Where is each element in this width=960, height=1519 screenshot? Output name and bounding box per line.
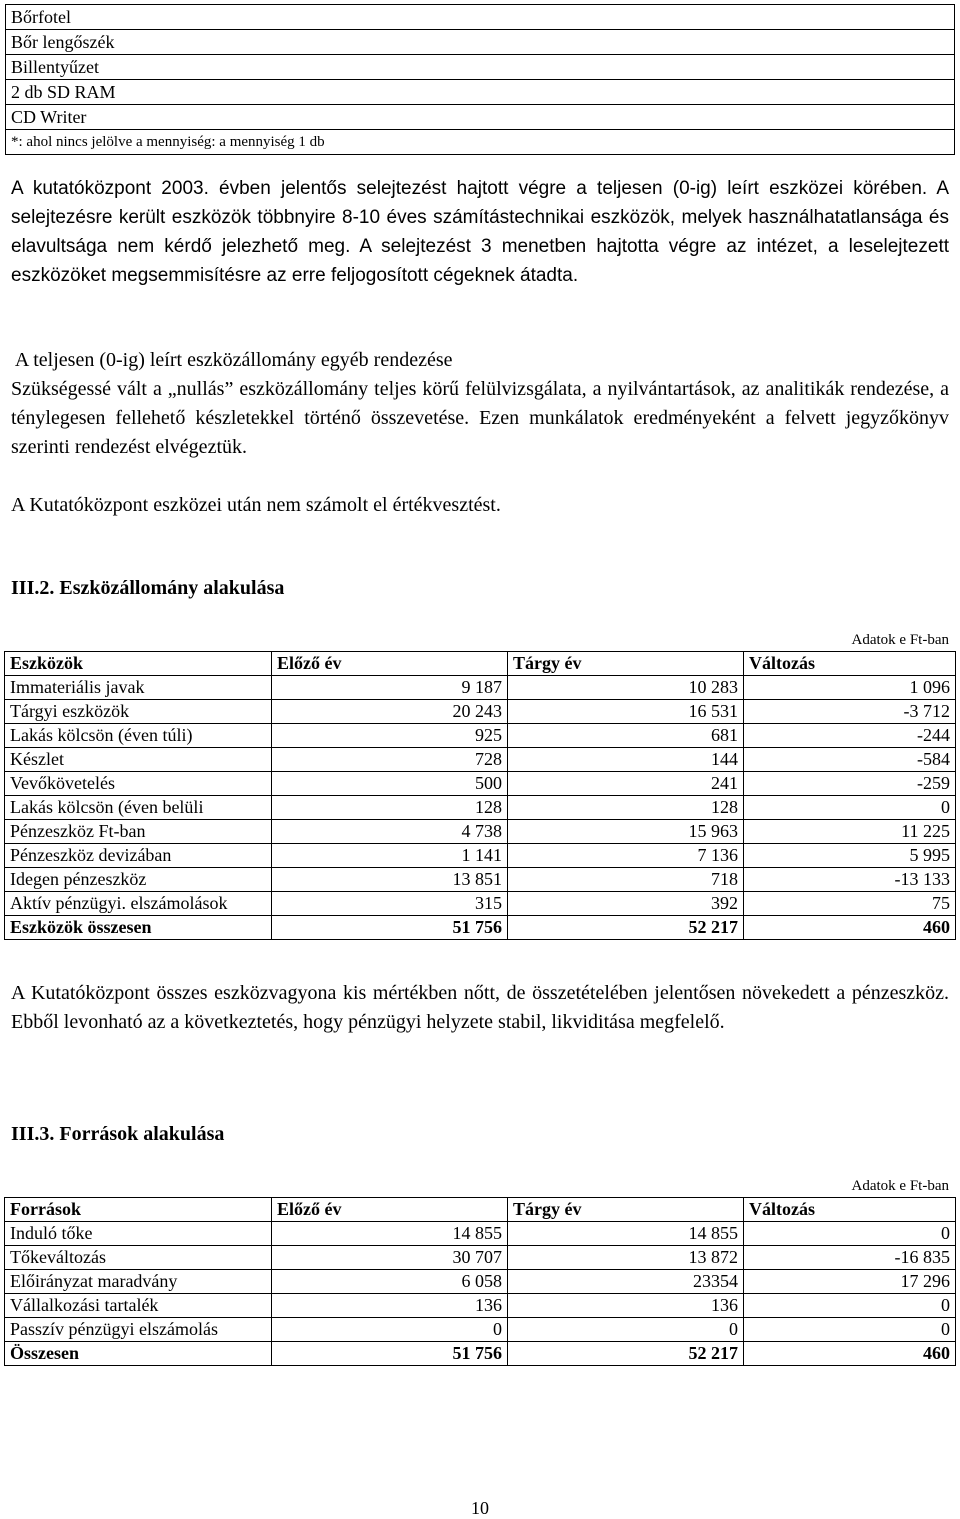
unit-note-sources: Adatok e Ft-ban (851, 1178, 949, 1194)
cell-prior-year: 13 851 (272, 868, 508, 892)
cell-change: -259 (744, 772, 956, 796)
paragraph-disposal: A kutatóközpont 2003. évben jelentős selejtezést hajtott végre a teljesen (0-ig) leírt eszközei körében. A selejtezésre került eszközök többnyire 8-10 éves számítástechnikai eszközök, melyek használhatatlansága és elavultsága nem kérdő jelezhető meg. A selejtezést 3 menetben hajtotta végre az intézet, a leselejtezett eszközöket megsemmisítésre az erre feljogosított cégeknek átadta. (11, 178, 949, 286)
table-row (5, 748, 956, 772)
cell-change: 75 (744, 892, 956, 916)
column-header: Előző év (272, 1198, 508, 1222)
cell-current-year: 128 (508, 796, 744, 820)
table-row (5, 1294, 956, 1318)
table-header-row (5, 1198, 956, 1222)
column-header: Tárgy év (508, 652, 744, 676)
row-label: Tőkeváltozás (5, 1246, 272, 1270)
cell-prior-year: 51 756 (272, 1342, 508, 1366)
cell-prior-year: 500 (272, 772, 508, 796)
cell-prior-year: 30 707 (272, 1246, 508, 1270)
cell-current-year: 681 (508, 724, 744, 748)
cell-current-year: 10 283 (508, 676, 744, 700)
cell-current-year: 7 136 (508, 844, 744, 868)
cell-current-year: 14 855 (508, 1222, 744, 1246)
table-row (5, 676, 956, 700)
row-label: Vevőkövetelés (5, 772, 272, 796)
cell-change: 11 225 (744, 820, 956, 844)
list-item (6, 5, 955, 30)
cell-current-year: 16 531 (508, 700, 744, 724)
cell-change: 0 (744, 1318, 956, 1342)
table-total-row (5, 916, 956, 940)
table-row (5, 772, 956, 796)
cell-prior-year: 925 (272, 724, 508, 748)
column-header: Tárgy év (508, 1198, 744, 1222)
list-item (6, 55, 955, 80)
cell-change: 1 096 (744, 676, 956, 700)
column-header: Változás (744, 1198, 956, 1222)
unit-note-assets: Adatok e Ft-ban (851, 632, 949, 648)
row-label: Lakás kölcsön (éven belüli (5, 796, 272, 820)
cell-prior-year: 9 187 (272, 676, 508, 700)
cell-change: -13 133 (744, 868, 956, 892)
cell-change: 460 (744, 1342, 956, 1366)
paragraph-no-impairment: A Kutatóközpont eszközei után nem számolt el értékvesztést. (11, 494, 501, 516)
row-label: Vállalkozási tartalék (5, 1294, 272, 1318)
subheading-zero-assets: A teljesen (0-ig) leírt eszközállomány egyéb rendezése (11, 349, 453, 371)
cell-current-year: 392 (508, 892, 744, 916)
row-label: Pénzeszköz devizában (5, 844, 272, 868)
table-row (5, 796, 956, 820)
cell-prior-year: 128 (272, 796, 508, 820)
table-row (5, 700, 956, 724)
cell-prior-year: 6 058 (272, 1270, 508, 1294)
page-number: 10 (471, 1498, 489, 1518)
table-row (5, 844, 956, 868)
list-item-text: 2 db SD RAM (6, 80, 955, 105)
cell-prior-year: 20 243 (272, 700, 508, 724)
table-total-row (5, 1342, 956, 1366)
column-header: Eszközök (5, 652, 272, 676)
list-item (6, 105, 955, 130)
row-label: Összesen (5, 1342, 272, 1366)
row-label: Előirányzat maradvány (5, 1270, 272, 1294)
column-header: Változás (744, 652, 956, 676)
cell-prior-year: 14 855 (272, 1222, 508, 1246)
cell-change: 5 995 (744, 844, 956, 868)
cell-change: -3 712 (744, 700, 956, 724)
list-item (6, 80, 955, 105)
row-label: Tárgyi eszközök (5, 700, 272, 724)
row-label: Induló tőke (5, 1222, 272, 1246)
table-header-row (5, 652, 956, 676)
table-row (5, 820, 956, 844)
cell-prior-year: 51 756 (272, 916, 508, 940)
paragraph-review: Szükségessé vált a „nullás” eszközállomány teljes körű felülvizsgálata, a nyilvántartások, az analitikák rendezése, a ténylegesen fellehető készletekkel történő összevetése. Ezen munkálatok eredményeként a felvett jegyzőkönyv szerinti rendezést elvégeztük. (11, 378, 949, 458)
equipment-list (5, 4, 955, 155)
cell-current-year: 136 (508, 1294, 744, 1318)
list-item-text: CD Writer (6, 105, 955, 130)
list-item-text: Bőr lengőszék (6, 30, 955, 55)
table-row (5, 1270, 956, 1294)
cell-change: 0 (744, 1294, 956, 1318)
row-label: Passzív pénzügyi elszámolás (5, 1318, 272, 1342)
row-label: Lakás kölcsön (éven túli) (5, 724, 272, 748)
cell-change: -16 835 (744, 1246, 956, 1270)
cell-change: 17 296 (744, 1270, 956, 1294)
cell-change: -244 (744, 724, 956, 748)
row-label: Készlet (5, 748, 272, 772)
table-row (5, 1222, 956, 1246)
table-row (5, 868, 956, 892)
list-note-row (6, 130, 955, 155)
row-label: Aktív pénzügyi. elszámolások (5, 892, 272, 916)
list-item-text: Bőrfotel (6, 5, 955, 30)
list-item-text: Billentyűzet (6, 55, 955, 80)
cell-prior-year: 728 (272, 748, 508, 772)
row-label: Immateriális javak (5, 676, 272, 700)
cell-change: -584 (744, 748, 956, 772)
list-item (6, 30, 955, 55)
cell-current-year: 144 (508, 748, 744, 772)
column-header: Források (5, 1198, 272, 1222)
cell-change: 0 (744, 796, 956, 820)
paragraph-assets-summary: A Kutatóközpont összes eszközvagyona kis mértékben nőtt, de összetételében jelentősen növekedett a pénzeszköz. Ebből levonható az a következtetés, hogy pénzügyi helyzete stabil, likviditása megfelelő. (11, 982, 949, 1033)
quantity-note: *: ahol nincs jelölve a mennyiség: a mennyiség 1 db (6, 130, 955, 155)
cell-current-year: 52 217 (508, 916, 744, 940)
cell-current-year: 52 217 (508, 1342, 744, 1366)
assets-table (4, 651, 956, 940)
table-row (5, 1318, 956, 1342)
cell-current-year: 13 872 (508, 1246, 744, 1270)
cell-current-year: 718 (508, 868, 744, 892)
section-heading-sources: III.3. Források alakulása (11, 1123, 225, 1145)
column-header: Előző év (272, 652, 508, 676)
sources-table (4, 1197, 956, 1366)
cell-current-year: 241 (508, 772, 744, 796)
row-label: Idegen pénzeszköz (5, 868, 272, 892)
row-label: Eszközök összesen (5, 916, 272, 940)
cell-prior-year: 1 141 (272, 844, 508, 868)
cell-change: 0 (744, 1222, 956, 1246)
cell-change: 460 (744, 916, 956, 940)
table-row (5, 1246, 956, 1270)
cell-current-year: 0 (508, 1318, 744, 1342)
table-row (5, 892, 956, 916)
section-heading-assets: III.2. Eszközállomány alakulása (11, 577, 285, 599)
cell-prior-year: 0 (272, 1318, 508, 1342)
table-row (5, 724, 956, 748)
cell-prior-year: 315 (272, 892, 508, 916)
cell-current-year: 15 963 (508, 820, 744, 844)
cell-prior-year: 4 738 (272, 820, 508, 844)
row-label: Pénzeszköz Ft-ban (5, 820, 272, 844)
cell-current-year: 23354 (508, 1270, 744, 1294)
cell-prior-year: 136 (272, 1294, 508, 1318)
